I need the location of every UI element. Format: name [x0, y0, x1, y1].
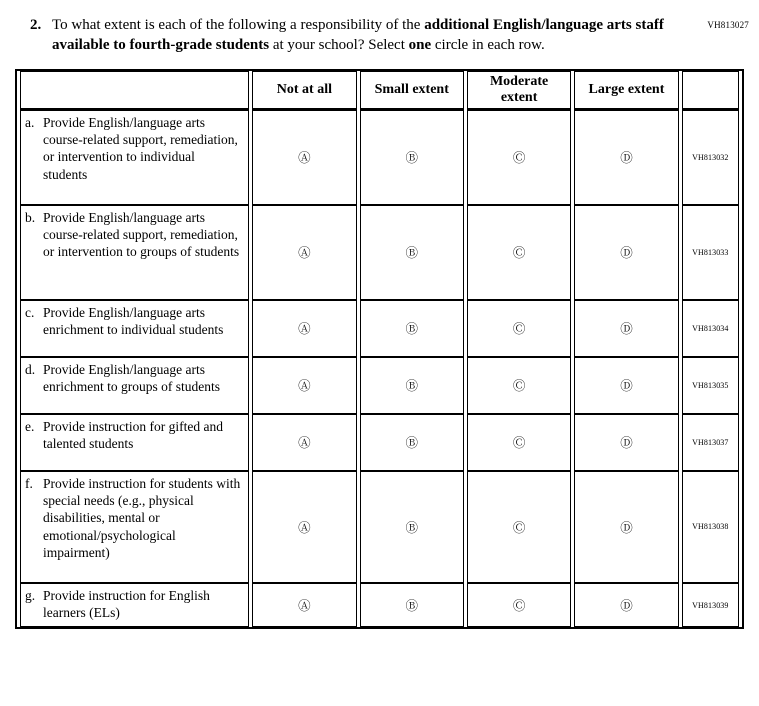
- header-code-blank: [682, 71, 739, 110]
- row-label-text: Provide English/language arts course-related support, remediation, or intervention to individual students: [43, 114, 238, 182]
- item-code: VH813037: [682, 414, 739, 471]
- table-row: [20, 471, 739, 583]
- table-row: [20, 414, 739, 471]
- row-letter: e.: [25, 418, 35, 434]
- row-letter: c.: [25, 304, 35, 320]
- response-circle-b[interactable]: Ⓑ: [360, 205, 464, 300]
- response-circle-a[interactable]: Ⓐ: [252, 205, 356, 300]
- question-segment: To what extent is each of the following a responsibility of the: [52, 17, 425, 33]
- response-circle-c[interactable]: Ⓒ: [467, 205, 571, 300]
- response-circle-a[interactable]: Ⓐ: [252, 300, 356, 357]
- response-circle-b[interactable]: Ⓑ: [360, 471, 464, 583]
- row-label-text: Provide English/language arts course-related support, remediation, or intervention to groups of students: [43, 209, 240, 260]
- row-letter: d.: [25, 361, 36, 377]
- response-circle-b[interactable]: Ⓑ: [360, 414, 464, 471]
- question-segment: circle in each row.: [431, 36, 545, 53]
- response-circle-a[interactable]: Ⓐ: [252, 110, 356, 205]
- response-matrix-table: [15, 69, 744, 630]
- row-label-text: Provide instruction for students with special needs (e.g., physical disabilities, mental or emotional/psychological impairment): [43, 475, 241, 560]
- column-header-moderate-extent: Moderate extent: [467, 71, 571, 110]
- column-header-not-at-all: Not at all: [252, 71, 356, 110]
- row-label-cell: [20, 205, 249, 300]
- row-letter: b.: [25, 209, 36, 225]
- response-circle-d[interactable]: Ⓓ: [574, 110, 678, 205]
- row-label-cell: [20, 471, 249, 583]
- row-label-text: Provide instruction for gifted and talented students: [43, 418, 223, 452]
- response-circle-c[interactable]: Ⓒ: [467, 300, 571, 357]
- table-row: [20, 205, 739, 300]
- question-block: [30, 16, 678, 56]
- row-letter: f.: [25, 475, 33, 491]
- item-code: VH813034: [682, 300, 739, 357]
- response-circle-d[interactable]: Ⓓ: [574, 414, 678, 471]
- response-circle-d[interactable]: Ⓓ: [574, 205, 678, 300]
- item-code: VH813033: [682, 205, 739, 300]
- row-label-cell: [20, 414, 249, 471]
- column-header-large-extent: Large extent: [574, 71, 678, 110]
- question-segment-bold: additional English/language arts staff available to fourth-grade students: [52, 17, 664, 53]
- row-label-text: Provide instruction for English learners (ELs): [43, 587, 210, 621]
- response-circle-b[interactable]: Ⓑ: [360, 583, 464, 628]
- response-circle-c[interactable]: Ⓒ: [467, 471, 571, 583]
- question-text: [52, 16, 678, 56]
- column-header-small-extent: Small extent: [360, 71, 464, 110]
- response-circle-c[interactable]: Ⓒ: [467, 583, 571, 628]
- response-circle-d[interactable]: Ⓓ: [574, 300, 678, 357]
- item-code: VH813035: [682, 357, 739, 414]
- response-circle-d[interactable]: Ⓓ: [574, 357, 678, 414]
- response-circle-b[interactable]: Ⓑ: [360, 110, 464, 205]
- table-row: [20, 110, 739, 205]
- response-circle-c[interactable]: Ⓒ: [467, 414, 571, 471]
- response-circle-b[interactable]: Ⓑ: [360, 357, 464, 414]
- table-row: [20, 583, 739, 628]
- table-row: [20, 357, 739, 414]
- question-number: 2.: [30, 17, 42, 33]
- response-circle-c[interactable]: Ⓒ: [467, 110, 571, 205]
- row-label-cell: [20, 357, 249, 414]
- item-code: VH813038: [682, 471, 739, 583]
- item-code: VH813039: [682, 583, 739, 628]
- response-circle-a[interactable]: Ⓐ: [252, 583, 356, 628]
- row-letter: g.: [25, 587, 36, 603]
- table-header-row: [20, 71, 739, 110]
- question-segment: at your school? Select: [269, 36, 409, 53]
- form-item-code: VH813027: [707, 20, 749, 30]
- response-circle-b[interactable]: Ⓑ: [360, 300, 464, 357]
- row-label-cell: [20, 583, 249, 628]
- header-blank: [20, 71, 249, 110]
- response-circle-d[interactable]: Ⓓ: [574, 583, 678, 628]
- response-circle-a[interactable]: Ⓐ: [252, 357, 356, 414]
- table-row: [20, 300, 739, 357]
- response-circle-a[interactable]: Ⓐ: [252, 414, 356, 471]
- response-circle-d[interactable]: Ⓓ: [574, 471, 678, 583]
- row-label-text: Provide English/language arts enrichment to groups of students: [43, 361, 220, 395]
- response-circle-c[interactable]: Ⓒ: [467, 357, 571, 414]
- row-letter: a.: [25, 114, 35, 130]
- item-code: VH813032: [682, 110, 739, 205]
- response-circle-a[interactable]: Ⓐ: [252, 471, 356, 583]
- row-label-cell: [20, 300, 249, 357]
- row-label-cell: [20, 110, 249, 205]
- question-segment-bold: one: [408, 36, 432, 53]
- row-label-text: Provide English/language arts enrichment to individual students: [43, 304, 224, 338]
